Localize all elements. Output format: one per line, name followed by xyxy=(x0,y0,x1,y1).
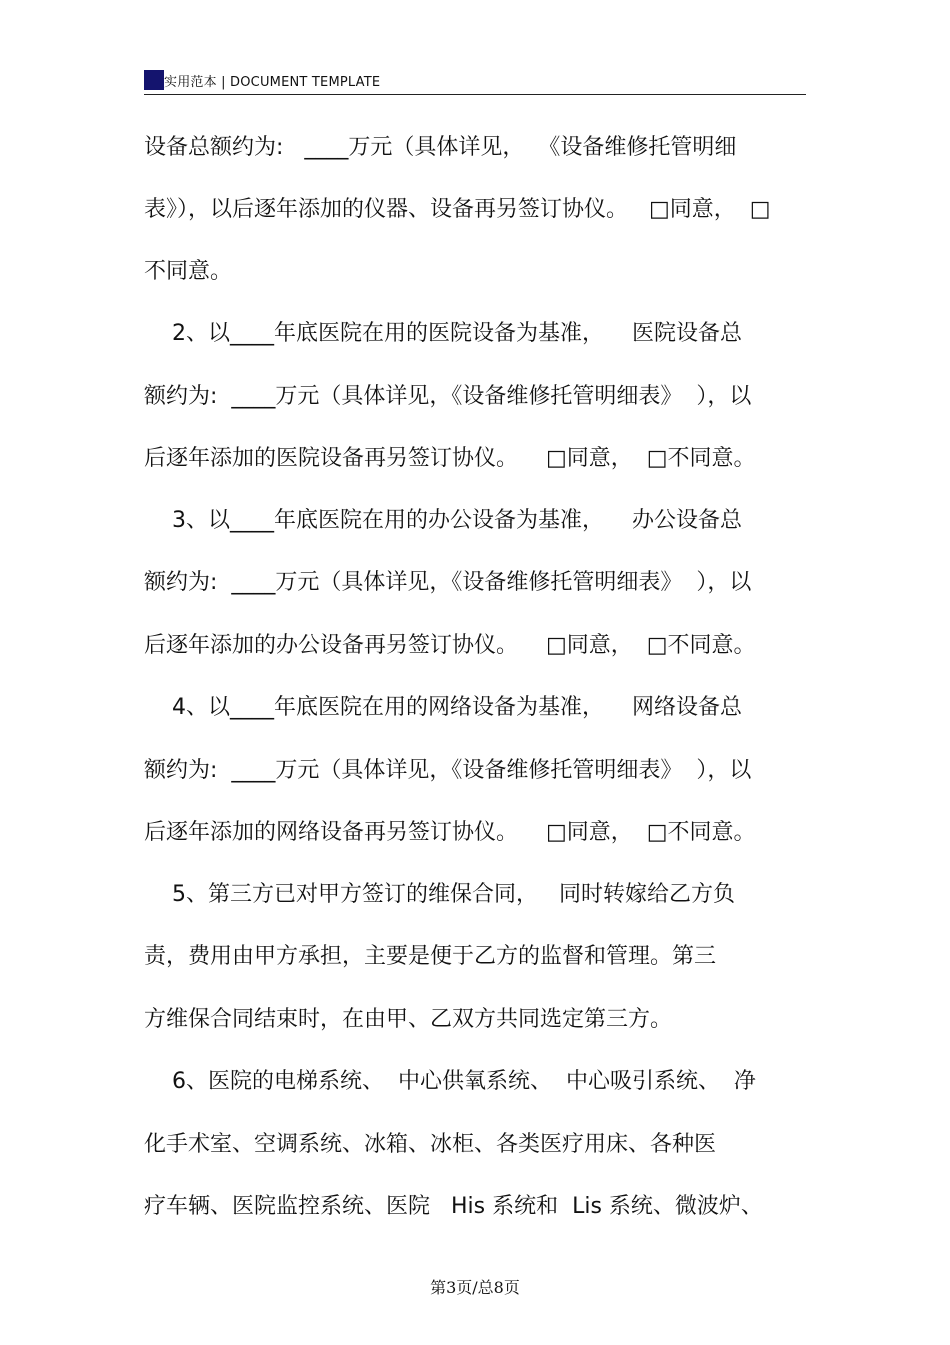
page-number: 第3页/总8页 xyxy=(430,1278,520,1297)
logo-block xyxy=(144,70,164,90)
body-line: 后逐年添加的网络设备再另签订协仪。 □同意， □不同意。 xyxy=(144,820,756,845)
body-line: 后逐年添加的办公设备再另签订协仪。 □同意， □不同意。 xyxy=(144,633,756,658)
body-line: 表》），以后逐年添加的仪器、设备再另签订协仪。 □同意， □ xyxy=(144,197,771,222)
body-line: 化手术室、空调系统、冰箱、冰柜、各类医疗用床、各种医 xyxy=(144,1132,717,1157)
header-title: 实用范本 | DOCUMENT TEMPLATE xyxy=(164,75,381,90)
body-line: 6、医院的电梯系统、 中心供氧系统、 中心吸引系统、 净 xyxy=(144,1069,756,1094)
body-line: 不同意。 xyxy=(144,259,233,284)
body-line: 4、以____年底医院在用的网络设备为基准， 网络设备总 xyxy=(144,695,742,720)
body-line: 疗车辆、医院监控系统、医院 His 系统和 Lis 系统、微波炉、 xyxy=(144,1194,763,1219)
page-header xyxy=(144,66,806,95)
body-line: 5、第三方已对甲方签订的维保合同， 同时转嫁给乙方负 xyxy=(144,882,735,907)
body-line: 额约为: ____万元（具体详见，《设备维修托管明细表》 ），以 xyxy=(144,758,752,783)
body-line: 责，费用由甲方承担，主要是便于乙方的监督和管理。第三 xyxy=(144,944,717,969)
body-line: 2、以____年底医院在用的医院设备为基准， 医院设备总 xyxy=(144,321,742,346)
body-line: 额约为: ____万元（具体详见，《设备维修托管明细表》 ），以 xyxy=(144,570,752,595)
body-line: 3、以____年底医院在用的办公设备为基准， 办公设备总 xyxy=(144,508,742,533)
body-line: 后逐年添加的医院设备再另签订协仪。 □同意， □不同意。 xyxy=(144,446,756,471)
body-line: 方维保合同结束时，在由甲、乙双方共同选定第三方。 xyxy=(144,1007,673,1032)
body-line: 设备总额约为: ____万元（具体详见， 《设备维修托管明细 xyxy=(144,135,737,160)
body-line: 额约为: ____万元（具体详见，《设备维修托管明细表》 ），以 xyxy=(144,384,752,409)
